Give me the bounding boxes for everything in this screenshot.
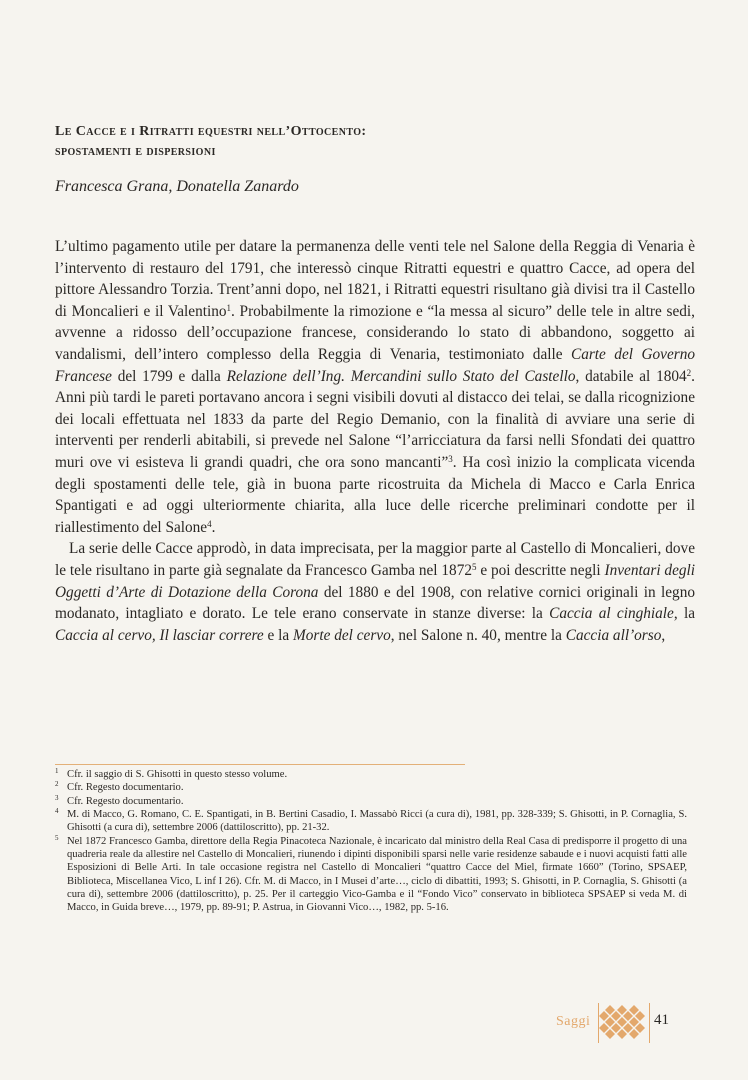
article-title xyxy=(55,122,695,162)
title-line-2: spostamenti e dispersioni xyxy=(55,144,216,159)
text-run: L’ultimo pagamento utile per datare la permanenza delle venti tele nel Salone della Reggia di Venaria è l’intervento di restauro del 1791, che interessò cinque Ritratti equestri e quattro Cacce, ad opera del pittore Alessandro Torzia. Trent’anni dopo, nel 1821, i Ritratti equestri risultano già divisi tra il Castello di Moncalieri e il Valentino xyxy=(55,238,695,320)
footnote xyxy=(55,781,687,794)
footnote-text: Cfr. Regesto documentario. xyxy=(67,782,184,794)
italic-run: Caccia al cervo, Il lasciar correre xyxy=(55,626,264,644)
italic-run: Morte del cervo xyxy=(293,626,391,644)
footnote-number: 2 xyxy=(55,780,59,789)
authors: Francesca Grana, Donatella Zanardo xyxy=(55,178,299,195)
footnote-ref: 5 xyxy=(472,561,477,572)
footer-divider-right xyxy=(649,1003,650,1043)
footnote-number: 4 xyxy=(55,807,59,816)
text-run: , databile al 1804 xyxy=(575,367,687,385)
page-number: 41 xyxy=(654,1012,669,1028)
footnote-text: Cfr. il saggio di S. Ghisotti in questo stesso volume. xyxy=(67,769,288,780)
footnote-text: Nel 1872 Francesco Gamba, direttore della Regia Pinacoteca Nazionale, è incaricato dal ministro della Real Casa di predisporre il progetto di una quadreria reale da allestire nel Castello di Moncalieri, riunendo i dipinti disponibili sparsi nelle varie residenze sabaude e i nuovi acquisti fatti alle Esposizioni di Belle Arti. In tale occasione registra nel Castello di Moncalieri “quattro Cacce del Miel, firmate 1660” (Torino, SPSAEP, Biblioteca, Miscellanea Vico, L inf I 26). Cfr. M. di Macco, in I Musei d’arte…, ciclo di dibattiti, 1993; S. Ghisotti, in P. Cornaglia, S. Ghisotti (a cura di), settembre 2006 (dattiloscritto), p. 25. Per il carteggio Vico-Gamba e il “Fondo Vico” conservato in biblioteca SPSAEP si veda M. di Macco, in Guida breve…, 1979, pp. 89-91; P. Astrua, in Giovanni Vico…, 1982, pp. 5-16. xyxy=(67,835,687,914)
text-run: . xyxy=(211,518,216,536)
footnote-text: Cfr. Regesto documentario. xyxy=(67,795,184,807)
footnote xyxy=(55,768,687,781)
text-run: del 1799 e dalla xyxy=(111,367,227,385)
footnote-text: M. di Macco, G. Romano, C. E. Spantigati, in B. Bertini Casadio, I. Massabò Ricci (a cura di), 1981, pp. 328-339; S. Ghisotti, in P. Cornaglia, S. Ghisotti (a cura di), settembre 2006 (dattiloscritto), pp. 21-32. xyxy=(67,809,687,834)
italic-run: Carte del Governo Francese xyxy=(55,345,695,385)
text-run: , xyxy=(661,626,666,644)
text-run: . Anni più tardi le pareti portavano ancora i segni visibili dovuti al distacco dei telai, se dalla ricognizione dei locali effettuata nel 1833 da parte del Regio Demanio, con la finalità di avviare una serie di interventi per renderli abitabili, si prevede nel Salone “l’arricciatura da farsi nelli Sfondati dei quattro muri ove vi esisteva li grandi quadri, che ora sono mancanti” xyxy=(55,367,695,471)
footnotes xyxy=(55,768,687,915)
footnote xyxy=(55,795,687,808)
text-run: , nel Salone n. 40, mentre la xyxy=(390,626,566,644)
section-label: Saggi xyxy=(556,1014,591,1029)
footnote-number: 5 xyxy=(55,833,59,842)
text-run: e poi descritte negli xyxy=(476,561,605,579)
paragraph-2 xyxy=(55,538,695,646)
footnote xyxy=(55,835,687,915)
footnote-ref: 2 xyxy=(686,367,692,378)
text-run: e la xyxy=(263,626,294,644)
italic-run: Inventari degli Oggetti d’Arte di Dotazione della Corona xyxy=(55,561,696,601)
footnote-ref: 4 xyxy=(207,518,212,529)
footnote-number: 1 xyxy=(55,767,59,775)
italic-run: Caccia al cinghiale xyxy=(549,605,674,623)
text-run: La serie delle Cacce approdò, in data imprecisata, per la maggior parte al Castello di Moncalieri, dove le tele risultano in parte già segnalate da Francesco Gamba nel 1872 xyxy=(55,540,695,579)
footnote-number: 3 xyxy=(55,793,59,802)
title-line-1: Le Cacce e i Ritratti equestri nell’Ottocento: xyxy=(55,124,367,139)
text-run: del 1880 e del 1908, con relative cornici originali in legno modanato, intagliato e dorato. Le tele erano conservate in stanze diverse: la xyxy=(55,583,696,623)
text-run: . Ha così inizio la complicata vicenda degli spostamenti delle tele, già in buona parte ricostruita da Michela di Macco e Carla Enrica Spantigati e ad oggi ulteriormente chiarita, alla luce delle ricerche preliminari condotte per il riallestimento del Salone xyxy=(55,453,695,536)
italic-run: Caccia all’orso xyxy=(565,626,662,644)
footnote xyxy=(55,808,687,835)
paragraph-1 xyxy=(55,236,695,538)
italic-run: Relazione dell’Ing. Mercandini sullo Stato del Castello xyxy=(226,367,576,385)
footnote-ref: 3 xyxy=(448,453,453,464)
text-run: , la xyxy=(673,605,695,623)
footnote-ref: 1 xyxy=(226,302,232,313)
footnote-divider xyxy=(55,764,465,765)
body-text xyxy=(55,236,695,646)
diamond-pattern-logo-icon xyxy=(598,1003,646,1043)
text-run: . Probabilmente la rimozione e “la messa al sicuro” delle tele in altre sedi, avvenne a ridosso dell’occupazione francese, considerando lo stato di abbandono, soggetto ai vandalismi, dell’intero complesso della Reggia di Venaria, testimoniato dalle xyxy=(55,302,695,363)
